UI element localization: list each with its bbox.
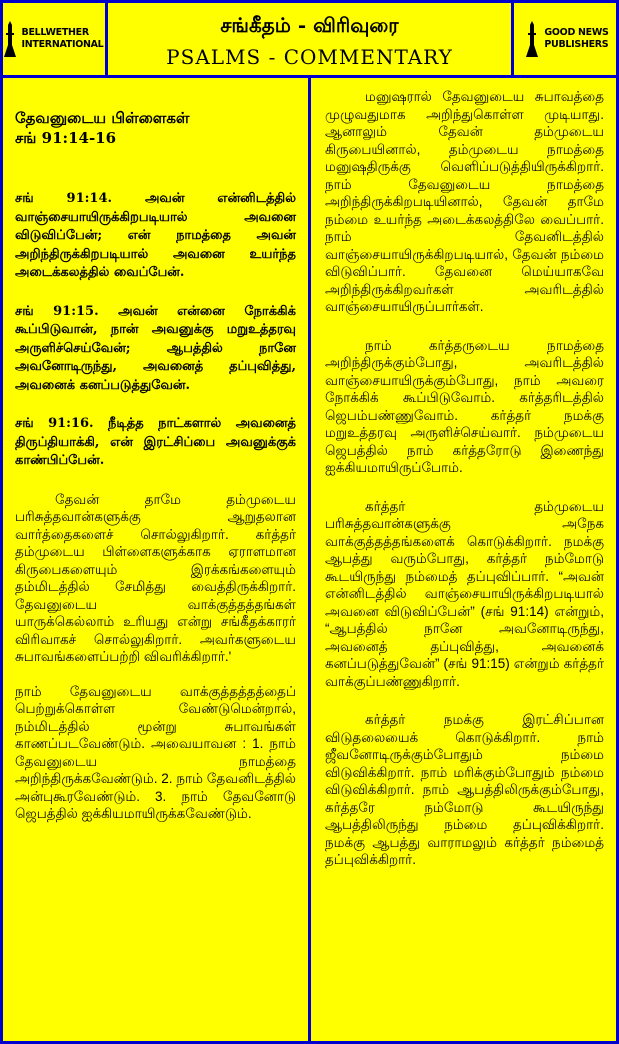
title-block xyxy=(111,3,508,75)
section-heading xyxy=(15,108,296,148)
page-title-tamil: சங்கீதம் - விரிவுரை xyxy=(220,13,399,37)
commentary-paragraph: கர்த்தர் நமக்கு இரட்சிப்பான விடுதலையைக் கொடுக்கிறார். நாம் ஜீவனோடிருக்கும்போதும் நம்மை விடுவிக்கிறார். நாம் மரிக்கும்போதும் நம்மை விடுவிக்கிறார். நாம் ஆபத்திலிருக்கும்போது, கர்த்தரே நம்மோடு கூடயிருந்து ஆபத்திலிருந்து நம்மை தப்புவிக்கிறார். நமக்கு ஆபத்து வாராமலும் கர்த்தர் நம்மைத் தப்புவிக்கிறார். xyxy=(325,712,604,867)
bellwether-logo xyxy=(0,0,108,78)
commentary-paragraph: நாம் கர்த்தருடைய நாமத்தை அறிந்திருக்கும்போது, அவரிடத்தில் வாஞ்சையாயிருக்கும்போது, நாம் அவரை நோக்கிக் கூப்பிடுவோம். கர்த்தரிடத்தில் ஜெபம்பண்ணுவோம். கர்த்தர் நமக்கு மறுஉத்தரவு அருளிச்செய்வார். நம்முடைய ஜெபத்தில் நாம் கர்த்தரோடு இணைந்து ஐக்கியமாயிருப்போம். xyxy=(325,337,604,475)
heading-reference: சங் 91:14-16 xyxy=(15,129,117,147)
trumpet-icon xyxy=(524,19,540,59)
page-title-english: PSALMS - COMMENTARY xyxy=(166,45,453,69)
commentary-paragraph: கர்த்தர் தம்முடைய பரிசுத்தவான்களுக்கு அநேக வாக்குத்தத்தங்களைக் கொடுக்கிறார். நமக்கு ஆபத்து வரும்போது, கர்த்தர் நம்மோடு கூடயிருந்து நம்மைத் தப்புவிப்பார். “அவன் என்னிடத்தில் வாஞ்சையாயிருக்கிறபடியால் அவனை விடுவிப்பேன்” (சங் 91:14) என்றும், “ஆபத்தில் நானே அவனோடிருந்து, அவனைத் தப்புவித்து, அவனைக் கனப்படுத்துவேன்” (சங் 91:15) என்றும் கர்த்தர் வாக்குப்பண்ணுகிறார். xyxy=(325,498,604,689)
page-header xyxy=(0,0,619,78)
verse-91-16: சங் 91:16. நீடித்த நாட்களால் அவனைத் திருப்தியாக்கி, என் இரட்சிப்பை அவனுக்குக் காண்பிப்பேன். xyxy=(15,416,296,468)
heading-title: தேவனுடைய பிள்ளைகள் xyxy=(15,109,190,127)
verse-91-15: சங் 91:15. அவன் என்னை நோக்கிக் கூப்பிடுவான், நான் அவனுக்கு மறுஉத்தரவு அருளிச்செய்வேன்; ஆபத்தில் நானே அவனோடிருந்து, அவனைத் தப்புவித்து, அவனைக் கனப்படுத்துவேன். xyxy=(15,303,296,393)
trumpet-icon xyxy=(2,19,18,59)
logo-right-line2: PUBLISHERS xyxy=(544,39,609,50)
commentary-paragraph: தேவன் தாமே தம்முடைய பரிசுத்தவான்களுக்கு ஆறுதலான வார்த்தைகளைச் சொல்லுகிறார். கர்த்தர் தம்முடைய பிள்ளைகளுக்காக ஏராளமான கிருபைகளையும் இரக்கங்களையும் தம்மிடத்தில் சேமித்து வைத்திருக்கிறார். தேவனுடைய வாக்குத்தத்தங்கள் யாருக்கெல்லாம் உரியது என்று சங்கீதக்காரர் விரிவாகச் சொல்லுகிறார். அவர்களுடைய சுபாவங்களைப்பற்றி விவரிக்கிறார்.' xyxy=(15,491,296,664)
commentary-paragraph: நாம் தேவனுடைய வாக்குத்தத்தத்தைப் பெற்றுக்கொள்ள வேண்டுமென்றால், நம்மிடத்தில் மூன்று சுபாவங்கள் காணப்படவேண்டும். அவையாவன : 1. நாம் தேவனுடைய நாமத்தை அறிந்திருக்கவேண்டும். 2. நாம் தேவனிடத்தில் அன்புகூரவேண்டும். 3. நாம் தேவனோடு ஜெபத்தில் ஐக்கியமாயிருக்கவேண்டும். xyxy=(15,683,296,821)
logo-left-line1: BELLWETHER xyxy=(21,27,89,38)
verse-91-14: சங் 91:14. அவன் என்னிடத்தில் வாஞ்சையாயிருக்கிறபடியால் அவனை விடுவிப்பேன்; என் நாமத்தை அவன் அறிந்திருக்கிறபடியால் அவனை உயர்ந்த அடைக்கலத்தில் வைப்பேன். xyxy=(15,191,296,280)
logo-right-line1: GOOD NEWS xyxy=(544,27,609,38)
logo-left-line2: INTERNATIONAL xyxy=(21,39,104,50)
left-column xyxy=(3,78,308,840)
good-news-logo xyxy=(511,0,619,78)
commentary-paragraph: மனுஷரால் தேவனுடைய சுபாவத்தை முழுவதுமாக அறிந்துகொள்ள முடியாது. ஆனாலும் தேவன் தம்முடைய கிருபையினால், தம்முடைய நாமத்தை மனுஷதிருக்கு வெளிப்படுத்தியிருக்கிறார். நாம் தேவனுடைய நாமத்தை அறிந்திருக்கிறபடியினால், தேவன் தாமே நம்மை உயர்ந்த அடைக்கலத்திலே வைப்பார். நாம் தேவனிடத்தில் வாஞ்சையாயிருக்கிறபடியால், தேவன் நம்மை விடுவிப்பார். தேவனை மெய்யாகவே அறிந்திருக்கிறவர்கள் அவரிடத்தில் வாஞ்சையாயிருப்பார்கள். xyxy=(325,89,604,314)
right-column xyxy=(311,78,616,890)
